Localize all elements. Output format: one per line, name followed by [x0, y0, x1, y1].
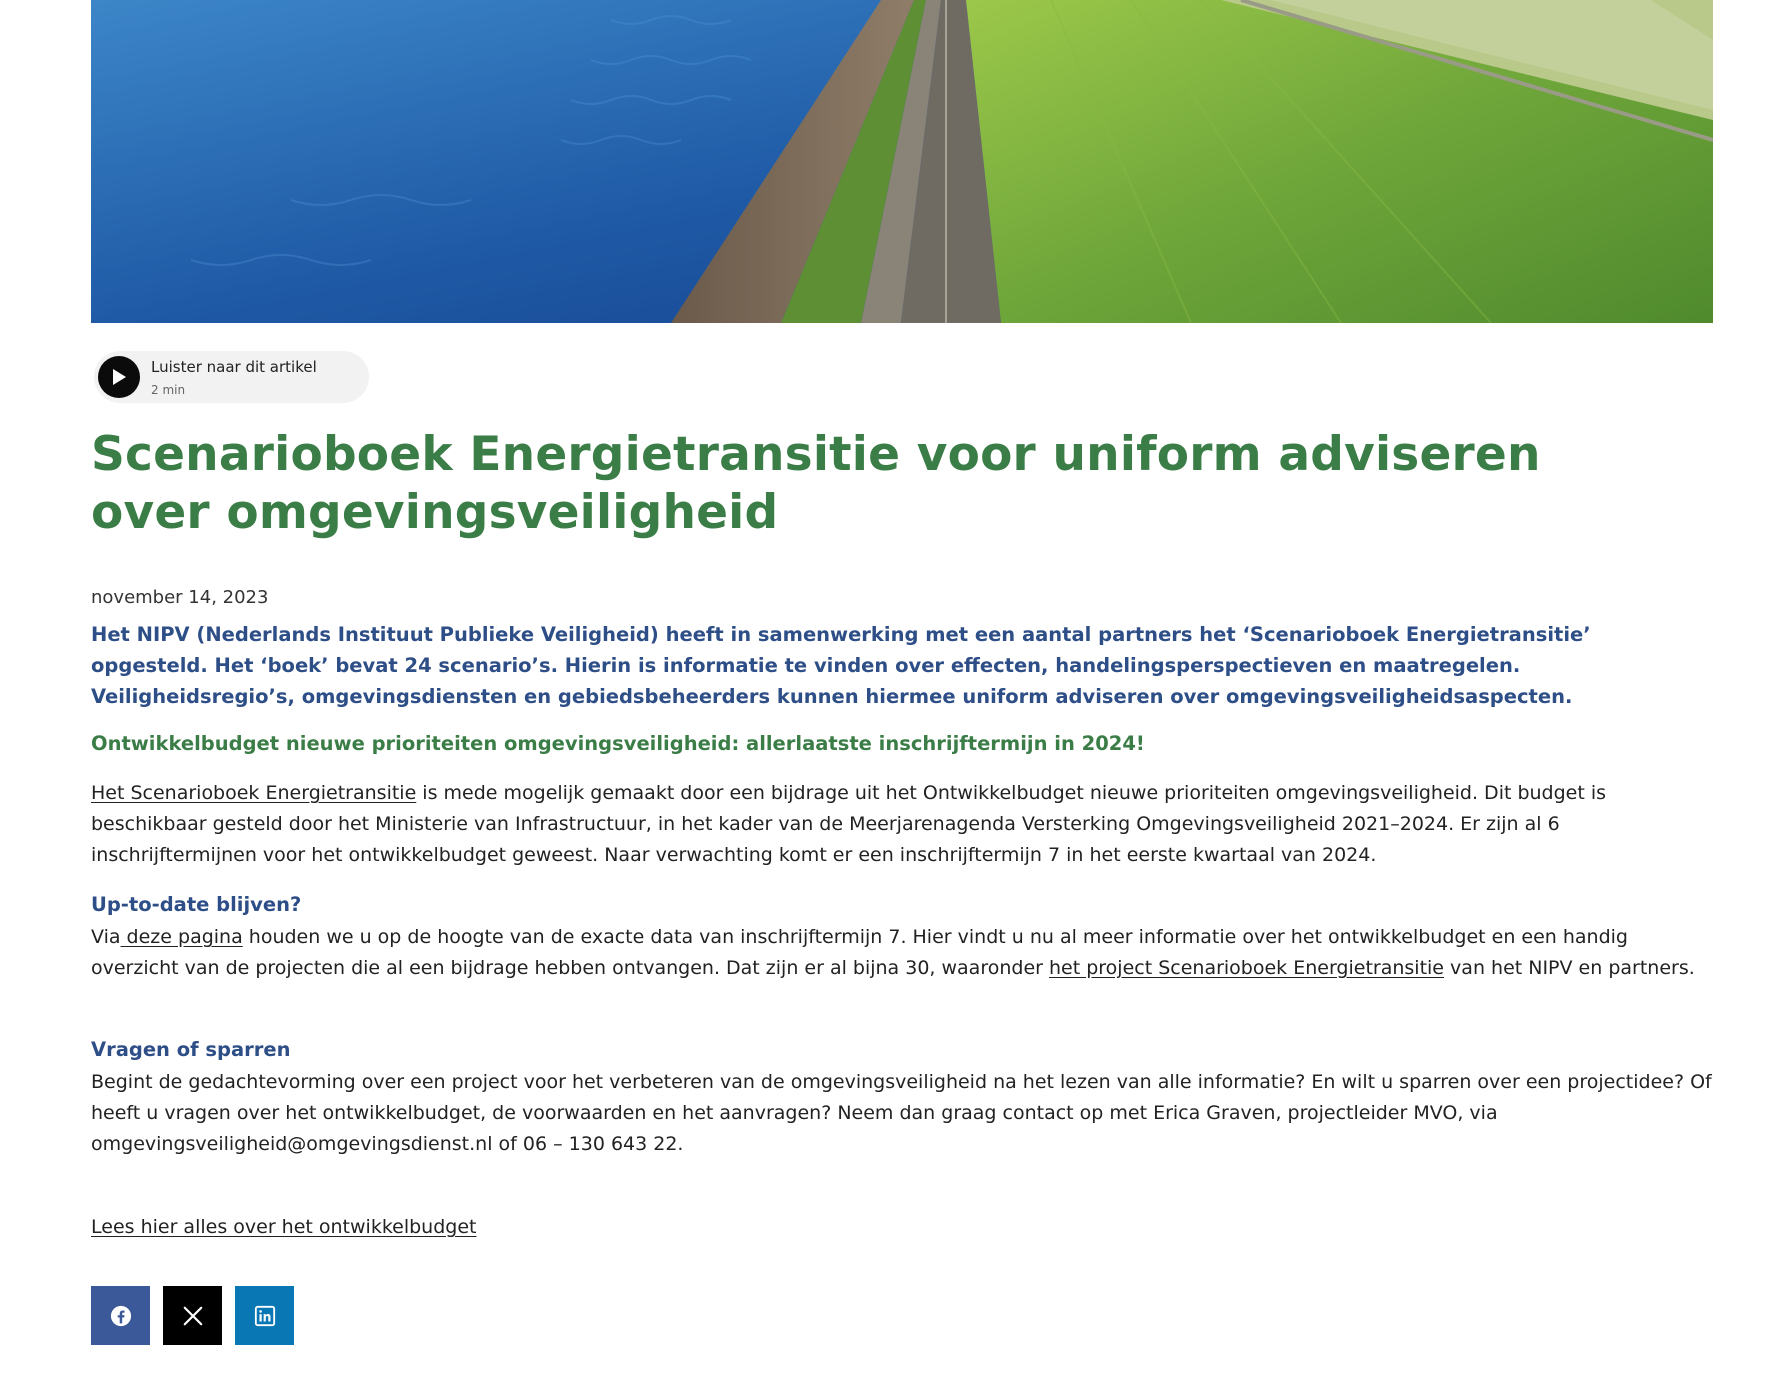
body-paragraph-2: Via deze pagina houden we u op de hoogte van de exacte data van inschrijftermijn 7. Hier vindt u nu al meer informatie over het ontwikkelbudget en een handig overzicht van de projecten die al een bijdrage hebben ontvangen. Dat zijn er al bijna 30, waaronder het project Scenarioboek Energietransitie van het NIPV en partners.	[91, 926, 1695, 979]
x-share-button[interactable]	[163, 1286, 222, 1345]
audio-label: Luister naar dit artikel	[151, 357, 317, 376]
article-lead: Het NIPV (Nederlands Instituut Publieke Veiligheid) heeft in samenwerking met een aantal partners het ‘Scenarioboek Energietransitie’ opgesteld. Het ‘boek’ bevat 24 scenario’s. Hierin is informatie te vinden over effecten, handelingsperspectieven en maatregelen. Veiligheidsregio’s, omgevingsdiensten en gebiedsbeheerders kunnen hiermee uniform adviseren over omgevingsveiligheidsaspecten.	[91, 623, 1591, 708]
audio-info	[151, 358, 317, 397]
linkedin-share-button[interactable]	[235, 1286, 294, 1345]
scenarioboek-link[interactable]: Het Scenarioboek Energietransitie	[91, 782, 417, 804]
body-paragraph-3: Begint de gedachtevorming over een project voor het verbeteren van de omgevingsveiligheid na het lezen van alle informatie? En wilt u sparren over een projectidee? Of heeft u vragen over het ontwikkelbudget, de voorwaarden en het aanvragen? Neem dan graag contact op met Erica Graven, projectleider MVO, via omgevingsveiligheid@omgevingsdienst.nl of 06 – 130 643 22.	[91, 1071, 1712, 1155]
hero-image	[91, 0, 1713, 323]
facebook-icon	[110, 1305, 132, 1327]
audio-duration: 2 min	[151, 382, 186, 397]
deze-pagina-link[interactable]: deze pagina	[120, 926, 243, 948]
article-container	[91, 0, 1713, 1238]
project-link[interactable]: het project Scenarioboek Energietransitie	[1049, 957, 1445, 979]
section-heading-uptodate: Up-to-date blijven?	[91, 893, 302, 916]
x-icon	[182, 1305, 204, 1327]
facebook-share-button[interactable]	[91, 1286, 150, 1345]
linkedin-icon	[254, 1305, 276, 1327]
play-button[interactable]	[98, 356, 140, 398]
body-paragraph-1: Het Scenarioboek Energietransitie is mede mogelijk gemaakt door een bijdrage uit het Ontwikkelbudget nieuwe prioriteiten omgevingsveiligheid. Dit budget is beschikbaar gesteld door het Ministerie van Infrastructuur, in het kader van de Meerjarenagenda Versterking Omgevingsveiligheid 2021–2024. Er zijn al 6 inschrijftermijnen voor het ontwikkelbudget geweest. Naar verwachting komt er een inschrijftermijn 7 in het eerste kwartaal van 2024.	[91, 782, 1607, 866]
share-buttons	[91, 1286, 294, 1345]
dike-aerial-image	[91, 0, 1713, 323]
audio-player	[94, 351, 369, 403]
section-heading-vragen: Vragen of sparren	[91, 1038, 291, 1061]
publish-date: november 14, 2023	[91, 587, 269, 608]
read-more-link[interactable]: Lees hier alles over het ontwikkelbudget	[91, 1216, 477, 1238]
highlight-heading: Ontwikkelbudget nieuwe prioriteiten omgevingsveiligheid: allerlaatste inschrijftermijn in 2024!	[91, 732, 1145, 755]
play-icon	[111, 368, 127, 386]
page-title: Scenarioboek Energietransitie voor uniform adviseren over omgevingsveiligheid	[91, 427, 1541, 540]
